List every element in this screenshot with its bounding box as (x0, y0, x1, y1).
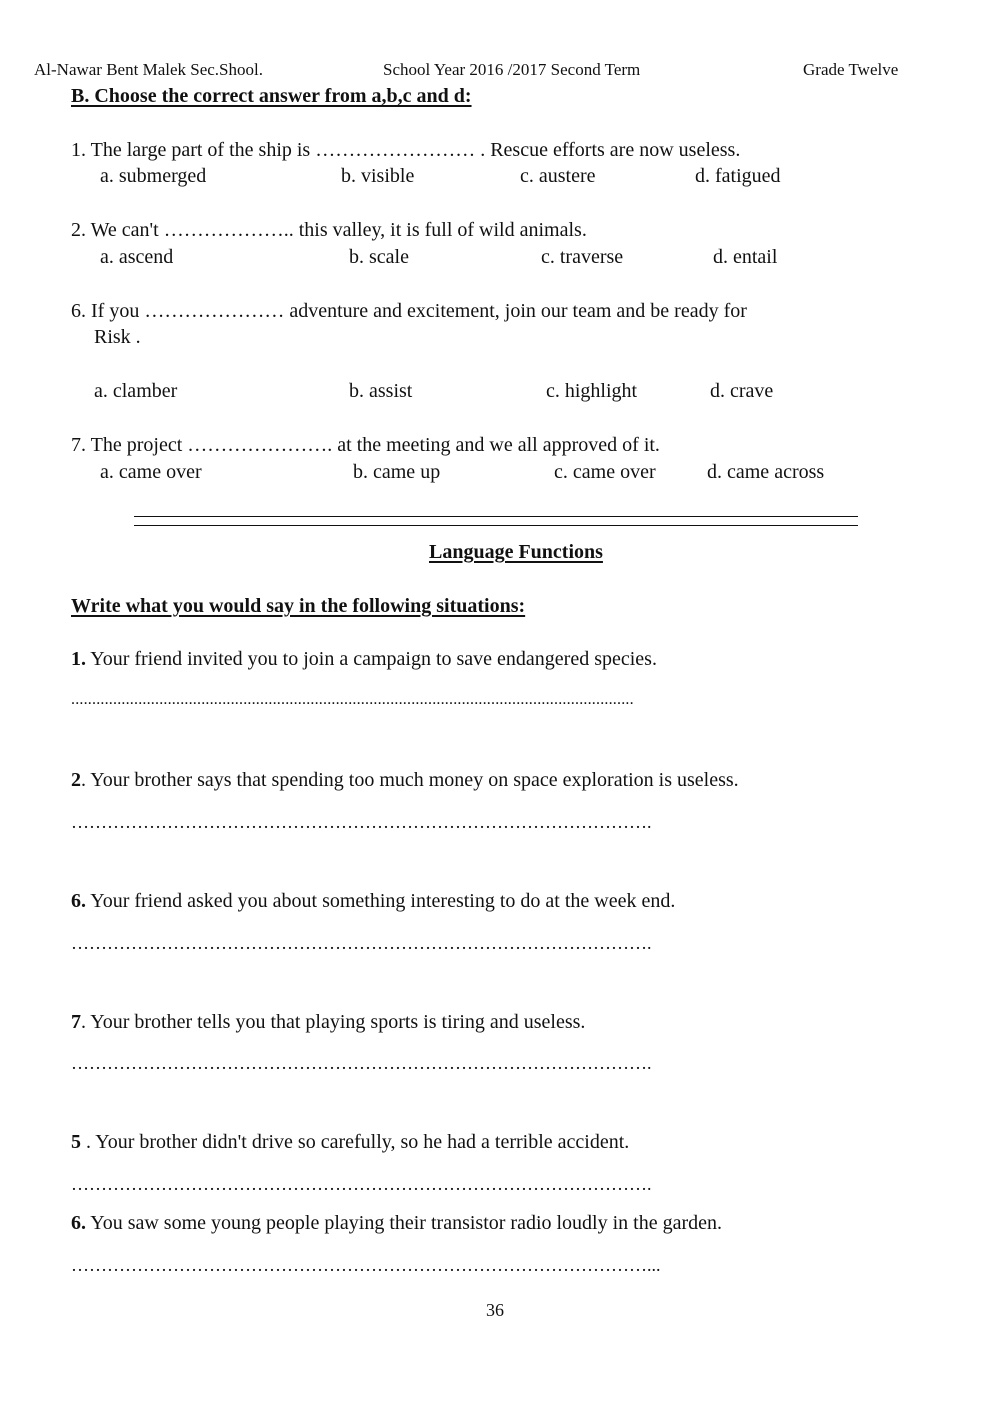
option-c: c. traverse (541, 246, 624, 268)
item-text: Your friend invited you to join a campaign to save endangered species. (86, 648, 657, 670)
question-text-continued: Risk . (94, 326, 141, 348)
answer-line: ……………………………………………………………………………………. (71, 933, 652, 953)
option-b: b. assist (349, 380, 413, 402)
header-grade: Grade Twelve (803, 60, 899, 79)
situation-item (71, 770, 739, 790)
item-number: 6. (71, 1212, 86, 1234)
situations-instruction: Write what you would say in the following situations: (71, 595, 526, 617)
item-number: 6. (71, 890, 86, 912)
header-school: Al-Nawar Bent Malek Sec.Shool. (34, 60, 263, 79)
item-text: . Your brother didn't drive so carefully, so he had a terrible accident. (81, 1131, 630, 1153)
situation-item (71, 1132, 629, 1152)
question-text: 6. If you ………………… adventure and excitement, join our team and be ready for (71, 300, 747, 322)
question-text: 7. The project …………………. at the meeting and we all approved of it. (71, 434, 660, 456)
option-a: a. ascend (100, 246, 174, 268)
item-text: Your friend asked you about something interesting to do at the week end. (86, 890, 676, 912)
item-number: 5 (71, 1131, 81, 1153)
situation-item (71, 1012, 585, 1032)
answer-line: ……………………………………………………………………………………. (71, 1174, 652, 1194)
item-text: You saw some young people playing their transistor radio loudly in the garden. (86, 1212, 723, 1234)
option-d: d. came across (707, 461, 825, 483)
option-d: d. entail (713, 246, 778, 268)
option-c: c. came over (554, 461, 656, 483)
option-c: c. highlight (546, 380, 638, 402)
item-number: 2 (71, 769, 81, 791)
situation-item (71, 891, 675, 911)
language-functions-title: Language Functions (429, 541, 603, 563)
item-number: 1. (71, 648, 86, 670)
header-term: School Year 2016 /2017 Second Term (383, 60, 641, 79)
option-a: a. clamber (94, 380, 178, 402)
question-text: 2. We can't ……………….. this valley, it is full of wild animals. (71, 219, 587, 241)
page-number: 36 (486, 1300, 504, 1320)
option-a: a. submerged (100, 165, 207, 187)
item-number: 7 (71, 1011, 81, 1033)
answer-line: ……………………………………………………………………………………. (71, 1053, 652, 1073)
item-text: . Your brother tells you that playing sports is tiring and useless. (81, 1011, 586, 1033)
situation-item (71, 649, 657, 669)
situation-item (71, 1213, 722, 1233)
item-text: . Your brother says that spending too much money on space exploration is useless. (81, 769, 739, 791)
option-b: b. came up (353, 461, 441, 483)
option-d: d. fatigued (695, 165, 781, 187)
option-b: b. scale (349, 246, 409, 268)
option-b: b. visible (341, 165, 415, 187)
answer-line: ……………………………………………………………………………………. (71, 812, 652, 832)
option-a: a. came over (100, 461, 202, 483)
option-c: c. austere (520, 165, 596, 187)
answer-line: ……………………………………………………………………………………... (71, 1255, 661, 1275)
section-divider (134, 516, 858, 526)
answer-line: ...................................................................................................................................... (71, 691, 634, 708)
question-text: 1. The large part of the ship is …………………… . Rescue efforts are now useless. (71, 139, 741, 161)
option-d: d. crave (710, 380, 774, 402)
section-b-title: B. Choose the correct answer from a,b,c and d: (71, 85, 472, 107)
